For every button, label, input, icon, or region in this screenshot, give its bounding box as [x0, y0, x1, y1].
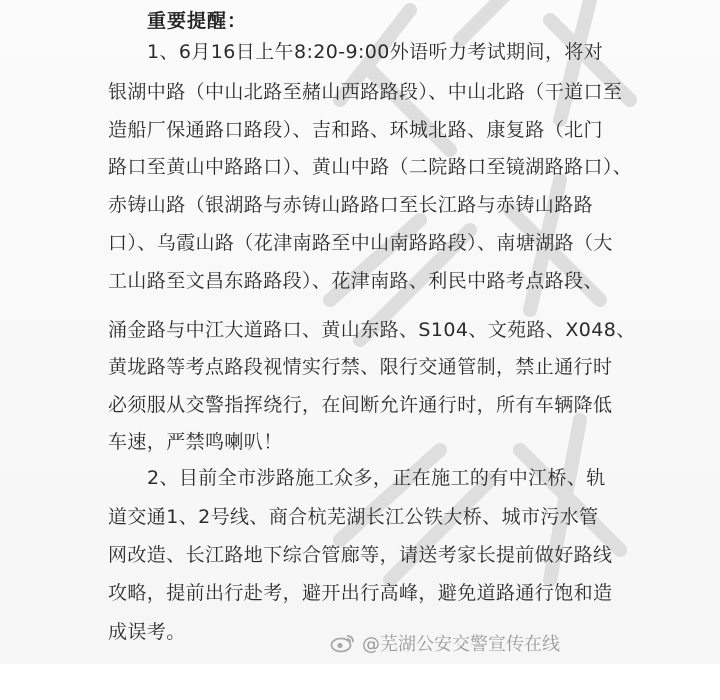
paragraph-line: 道交通1、2号线、商合杭芜湖长江公铁大桥、城市污水管	[108, 506, 599, 528]
paragraph-line: 工山路至文昌东路路段）、花津南路、利民中路考点路段、	[108, 270, 603, 292]
paragraph-line: 必须服从交警指挥绕行，在间断允许通行时，所有车辆降低	[108, 394, 613, 416]
paragraph-line: 车速，严禁鸣喇叭！	[108, 431, 283, 453]
paragraph-line: 银湖中路（中山北路至赭山西路路段）、中山北路（干道口至	[108, 81, 623, 103]
paragraph-line: 路口至黄山中路路口）、黄山中路（二院路口至镜湖路路口）、	[108, 156, 633, 178]
weibo-source-tag	[330, 630, 560, 656]
paragraph-line: 攻略，提前出行赴考，避开出行高峰，避免道路通行饱和造	[108, 582, 613, 604]
paragraph-line: 2、目前全市涉路施工众多，正在施工的有中江桥、轨	[147, 467, 606, 489]
page-title: 重要提醒：	[147, 10, 248, 32]
paragraph-line: 1、6月16日上午8:20-9:00外语听力考试期间，将对	[147, 41, 604, 63]
paragraph-line: 口）、乌霞山路（花津南路至中山南路路段）、南塘湖路（大	[108, 232, 613, 254]
paragraph-line: 黄垅路等考点路段视情实行禁、限行交通管制，禁止通行时	[108, 356, 613, 378]
paragraph-line: 造船厂保通路口路段）、吉和路、环城北路、康复路（北门	[108, 119, 603, 141]
paragraph-line: 赤铸山路（银湖路与赤铸山路路口至长江路与赤铸山路路	[108, 194, 594, 216]
paragraph-line: 网改造、长江路地下综合管廊等，请送考家长提前做好路线	[108, 544, 613, 566]
weibo-account-name: @芜湖公安交警宣传在线	[362, 634, 560, 655]
weibo-icon	[330, 633, 356, 653]
paragraph-line: 涌金路与中江大道路口、黄山东路、S104、文苑路、X048、	[108, 319, 636, 341]
paragraph-line: 成误考。	[108, 621, 186, 643]
